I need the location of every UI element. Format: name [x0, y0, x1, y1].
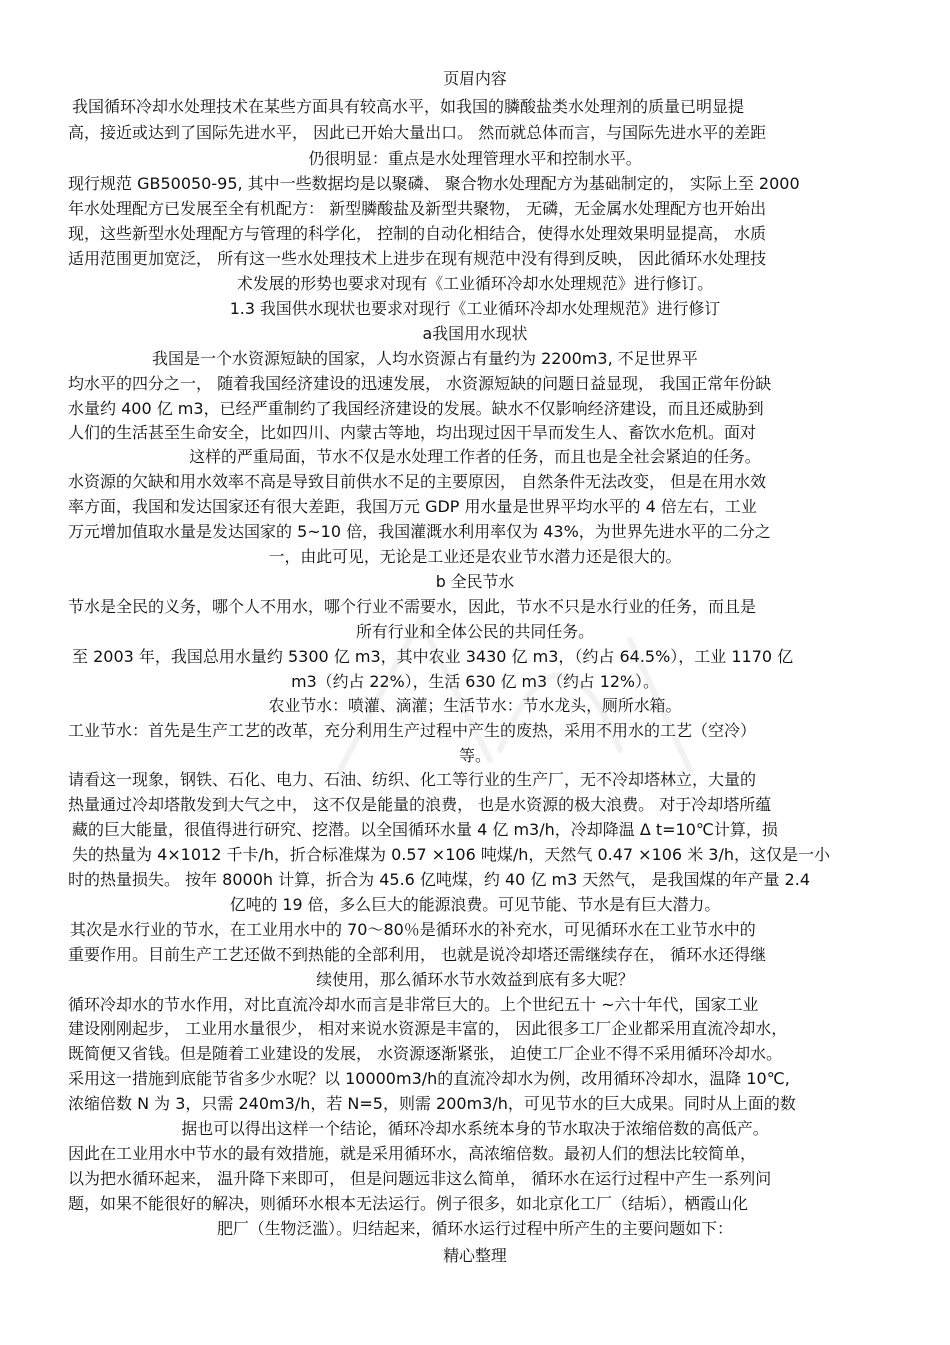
paragraph-line: 万元增加值取水量是发达国家的 5~10 倍，我国灌溉水利用率仅为 43%，为世界先进水平的二分之 [68, 522, 771, 541]
paragraph-line: 所有行业和全体公民的共同任务。 [355, 622, 595, 641]
paragraph-line: 农业节水：喷灌、滴灌；生活节水：节水龙头，厕所水箱。 [268, 696, 682, 715]
paragraph-line: 等。 [459, 746, 491, 765]
paragraph-line: 适用范围更加宽泛， 所有这一些水处理技术上进步在现有规范中没有得到反映， 因此循环水处理技 [68, 249, 767, 268]
paragraph-line: 失的热量为 4×1012 千卡/h，折合标准煤为 0.57 ×106 吨煤/h，天然气 0.47 ×106 米 3/h，这仅是一小 [72, 845, 830, 864]
paragraph-line: 我国循环冷却水处理技术在某些方面具有较高水平，如我国的膦酸盐类水处理剂的质量已明显提 [72, 97, 745, 116]
paragraph-line: 仍很明显：重点是水处理管理水平和控制水平。 [308, 149, 642, 168]
paragraph-line: 现，这些新型水处理配方与管理的科学化， 控制的自动化相结合，使得水处理效果明显提高， 水质 [68, 224, 767, 243]
paragraph-line: 均水平的四分之一， 随着我国经济建设的迅速发展， 水资源短缺的问题日益显现， 我国正常年份缺 [68, 374, 772, 393]
paragraph-line: 采用这一措施到底能节省多少水呢？以 10000m3/h的直流冷却水为例，改用循环冷却水，温降 10℃, [68, 1069, 790, 1088]
paragraph-line: 续使用，那么循环水节水效益到底有多大呢？ [316, 970, 634, 989]
section-heading: 1.3 我国供水现状也要求对现行《工业循环冷却水处理规范》进行修订 [229, 299, 721, 318]
paragraph-line: 时的热量损失。 按年 8000h 计算，折合为 45.6 亿吨煤，约 40 亿 m3 天然气， 是我国煤的年产量 2.4 [68, 870, 811, 889]
paragraph-line: 因此在工业用水中节水的最有效措施，就是采用循环水，高浓缩倍数。最初人们的想法比较简单， [68, 1144, 757, 1163]
paragraph-line: 节水是全民的义务，哪个人不用水，哪个行业不需要水，因此，节水不只是水行业的任务，而且是 [68, 597, 757, 616]
paragraph-line: 题，如果不能很好的解决，则循环水根本无法运行。例子很多，如北京化工厂（结垢），栖霞山化 [68, 1194, 749, 1213]
paragraph-line: m3（约占 22%），生活 630 亿 m3（约占 12%）。 [291, 672, 659, 691]
paragraph-line: 这样的严重局面，节水不仅是水处理工作者的任务，而且也是全社会紧迫的任务。 [189, 447, 761, 466]
paragraph-line: 水量约 400 亿 m3，已经严重制约了我国经济建设的发展。缺水不仅影响经济建设，而且还威胁到 [68, 399, 764, 418]
paragraph-line: 循环冷却水的节水作用，对比直流冷却水而言是非常巨大的。上个世纪五十 ~六十年代，国家工业 [68, 995, 759, 1014]
subsection-heading: b 全民节水 [435, 572, 515, 591]
subsection-heading: a我国用水现状 [422, 324, 528, 343]
paragraph-line: 藏的巨大能量，很值得进行研究、挖潜。以全国循环水量 4 亿 m3/h，冷却降温 Δ t=10℃计算，损 [72, 820, 778, 839]
paragraph-line: 重要作用。目前生产工艺还做不到热能的全部利用， 也就是说冷却塔还需继续存在， 循环水还得继 [68, 945, 767, 964]
paragraph-line: 高，接近或达到了国际先进水平， 因此已开始大量出口。 然而就总体而言，与国际先进水平的差距 [68, 123, 767, 142]
paragraph-line: 率方面，我国和发达国家还有很大差距，我国万元 GDP 用水量是世界平均水平的 4 倍左右，工业 [68, 497, 757, 516]
paragraph-line: 据也可以得出这样一个结论，循环冷却水系统本身的节水取决于浓缩倍数的高低产。 [181, 1119, 769, 1138]
paragraph-line: 以为把水循环起来， 温升降下来即可， 但是问题远非这么简单， 循环水在运行过程中产生一系列问 [68, 1169, 772, 1188]
paragraph-line: 其次是水行业的节水，在工业用水中的 70～80％是循环水的补充水，可见循环水在工业节水中的 [70, 920, 756, 939]
paragraph-line: 既简便又省钱。但是随着工业建设的发展， 水资源逐渐紧张， 迫使工厂企业不得不采用循环冷却水。 [68, 1044, 783, 1063]
paragraph-line: 肥厂（生物泛滥）。归结起来，循环水运行过程中所产生的主要问题如下： [217, 1219, 733, 1238]
paragraph-line: 热量通过冷却塔散发到大气之中， 这不仅是能量的浪费， 也是水资源的极大浪费。 对于冷却塔所蕴 [68, 795, 772, 814]
paragraph-line: 我国是一个水资源短缺的国家，人均水资源占有量约为 2200m3, 不足世界平 [152, 349, 698, 368]
paragraph-line: 工业节水：首先是生产工艺的改革，充分利用生产过程中产生的废热，采用不用水的工艺（空冷） [68, 721, 757, 740]
paragraph-line: 水资源的欠缺和用水效率不高是导致目前供水不足的主要原因， 自然条件无法改变， 但是在用水效 [68, 472, 767, 491]
paragraph-line: 一，由此可见，无论是工业还是农业节水潜力还是很大的。 [268, 547, 682, 566]
paragraph-line: 请看这一现象，钢铁、石化、电力、石油、纺织、化工等行业的生产厂，无不冷却塔林立，大量的 [68, 770, 757, 789]
paragraph-line: 亿吨的 19 倍，多么巨大的能源浪费。可见节能、节水是有巨大潜力。 [229, 895, 721, 914]
paragraph-line: 年水处理配方已发展至全有机配方： 新型膦酸盐及新型共聚物， 无磷，无金属水处理配方也开始出 [68, 199, 767, 218]
paragraph-line: 术发展的形势也要求对现有《工业循环冷却水处理规范》进行修订。 [236, 274, 714, 293]
paragraph-line: 现行规范 GB50050-95, 其中一些数据均是以聚磷、 聚合物水处理配方为基础制定的， 实际上至 2000 [68, 174, 800, 193]
paragraph-line: 建设刚刚起步， 工业用水量很少， 相对来说水资源是丰富的， 因此很多工厂企业都采用直流冷却水， [68, 1019, 788, 1038]
paragraph-line: 浓缩倍数 N 为 3，只需 240m3/h，若 N=5，则需 200m3/h，可见节水的巨大成果。同时从上面的数 [68, 1094, 796, 1113]
page-header: 页眉内容 [443, 69, 507, 88]
paragraph-line: 人们的生活甚至生命安全，比如四川、内蒙古等地，均出现过因干旱而发生人、畜饮水危机。面对 [68, 423, 757, 442]
page-footer: 精心整理 [443, 1246, 507, 1265]
paragraph-line: 至 2003 年，我国总用水量约 5300 亿 m3，其中农业 3430 亿 m3，（约占 64.5%），工业 1170 亿 [72, 647, 794, 666]
